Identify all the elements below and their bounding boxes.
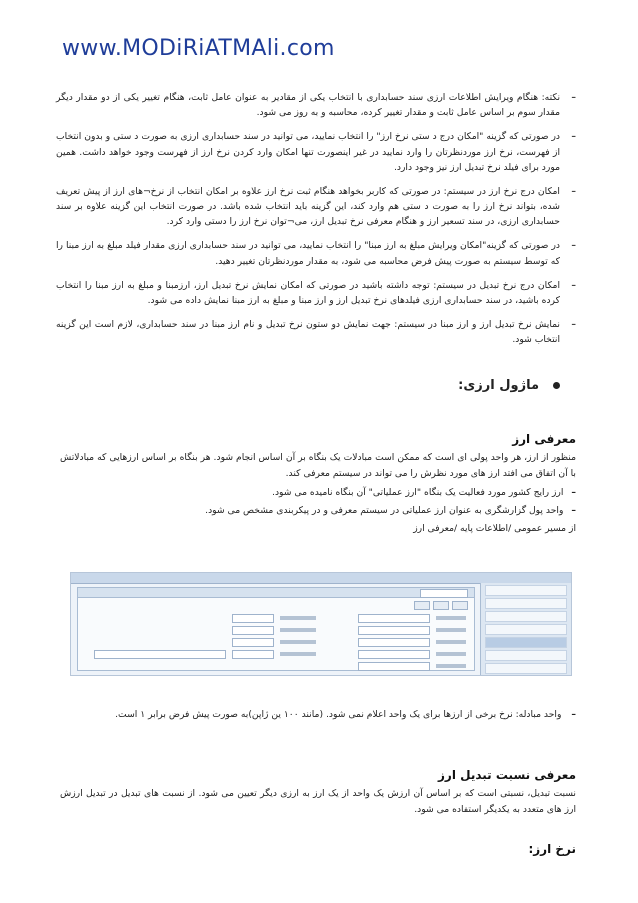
menu-path: از مسیر عمومی /اطلاعات پایه /معرفی ارز — [413, 523, 576, 534]
dash-bullet: – — [571, 240, 576, 252]
module-heading — [458, 378, 560, 393]
section-title-exchange: معرفی نسبت تبدیل ارز — [438, 768, 576, 782]
dash-bullet: – — [571, 319, 576, 331]
dash-bullet: – — [571, 709, 576, 720]
note-item — [56, 129, 576, 175]
exchange-paragraph: نسبت تبدیل، نسبتی است که بر اساس آن ارزش یک واحد از یک ارز به ارزی دیگر تعیین می شود. از نسبت های تبدیل در تبدیل ارزش ارز های متعدد به یکدیگر استفاده می شود. — [60, 788, 576, 816]
note-item — [56, 278, 576, 308]
note-text: نمایش نرخ تبدیل ارز و ارز مبنا در سیستم: جهت نمایش دو ستون نرخ تبدیل و نام ارز مبنا در سند حسابداری، لازم است این گزینه انتخاب شود. — [56, 319, 560, 346]
dash-bullet: – — [571, 92, 576, 103]
note-item — [56, 90, 576, 120]
section-title-rate: نرخ ارز: — [528, 842, 576, 856]
note-text: در صورتی که گزینه"امکان ویرایش مبلغ به ارز مبنا" را انتخاب نمایید، می توانید در سند حسابداری ارزی مقدار فیلد مبلغ به ارز مبنا را که توسط سیستم به صورت پیش فرض محاسبه می شود، به مقدار موردنظرتان تغییر دهید. — [56, 240, 560, 267]
dash-bullet: – — [571, 131, 576, 143]
screenshot-main-panel — [77, 587, 475, 671]
dash-bullet: – — [571, 487, 576, 498]
currency-item-text: واحد پول گزارشگری به عنوان ارز عملیاتی در سیستم معرفی و در پیکربندی مشخص می شود. — [205, 505, 564, 516]
note-text: امکان درج نرخ تبدیل در سیستم: توجه داشته باشید در صورتی که امکان نمایش نرخ تبدیل ارز، ارزمبنا و مبلغ به ارز مبنا را انتخاب کرده باشید، در سند حسابداری ارزی فیلدهای نرخ تبدیل ارز و ارز مبنا و مبلغ به ارز مبنا نمایش داده می شود. — [56, 279, 560, 306]
note-item — [56, 317, 576, 347]
currency-item — [76, 485, 576, 501]
module-title: ماژول ارزی: — [458, 378, 539, 393]
notes-list — [56, 90, 576, 356]
currency-item — [76, 503, 576, 519]
site-url[interactable]: www.MODiRiATMAli.com — [62, 36, 335, 61]
bullet-icon — [553, 382, 560, 389]
note-text: امکان درج نرخ ارز در سیستم: در صورتی که کاربر بخواهد هنگام ثبت نرخ ارز علاوه بر امکان انتخاب از نرخ¬های ارز از پیش تعریف شده، بتواند نرخ ارز را به صورت د ستی هم وارد کند، این گزینه باید انتخاب شده باشد. در صورت انتخاب این گزینه علاوه بر سند حسابداری ارزی، در سند تسعیر ارز و هنگام معرفی نرخ تبدیل ارز، می¬توان نرخ ارز را دستی وارد کرد. — [56, 185, 560, 228]
example-note — [56, 708, 576, 723]
dash-bullet: – — [571, 185, 576, 197]
screenshot-sidebar — [480, 583, 571, 675]
example-text: واحد مبادله: نرخ برخی از ارزها برای یک واحد اعلام نمی شود. (مانند ۱۰۰ ین ژاپن)به صورت پیش فرض برابر ۱ است. — [115, 709, 562, 720]
dash-bullet: – — [571, 505, 576, 516]
section-title-currency: معرفی ارز — [512, 432, 576, 446]
note-text: نکته: هنگام ویرایش اطلاعات ارزی سند حسابداری با انتخاب یکی از مقادیر به عنوان عامل ثابت، هنگام تغییر یکی از دو مقدار دیگر مقدار سوم بر اساس عامل ثابت و مقدار تغییر کرده، محاسبه و به روز می شود. — [56, 92, 560, 119]
dash-bullet: – — [571, 279, 576, 291]
note-item — [56, 238, 576, 268]
note-item — [56, 184, 576, 230]
currency-paragraph: منظور از ارز، هر واحد پولی ای است که ممکن است مبادلات یک بنگاه بر آن اساس انجام شود. هر بنگاه بر اساس ارزهایی که مبادلاتش با آن اتفاق می افتد ارز های مورد نظرش را می تواند در سیستم معرفی کند. — [60, 452, 576, 480]
embedded-screenshot — [70, 572, 572, 676]
note-text: در صورتی که گزینه "امکان درج د ستی نرخ ارز" را انتخاب نمایید، می توانید در سند حسابداری ارزی به صورت د ستی و بدون انتخاب از فهرست، نرخ ارز موردنظرتان را وارد نمایید در غیر اینصورت تنها امکان وارد کردن نرخ ارز از فهرست وجود خواهد داشت. همین مورد برای فیلد نرخ تبدیل ارز نیز وجود دارد. — [56, 131, 560, 173]
currency-item-text: ارز رایج کشور مورد فعالیت یک بنگاه "ارز عملیاتی" آن بنگاه نامیده می شود. — [272, 487, 564, 498]
screenshot-form — [86, 614, 466, 664]
